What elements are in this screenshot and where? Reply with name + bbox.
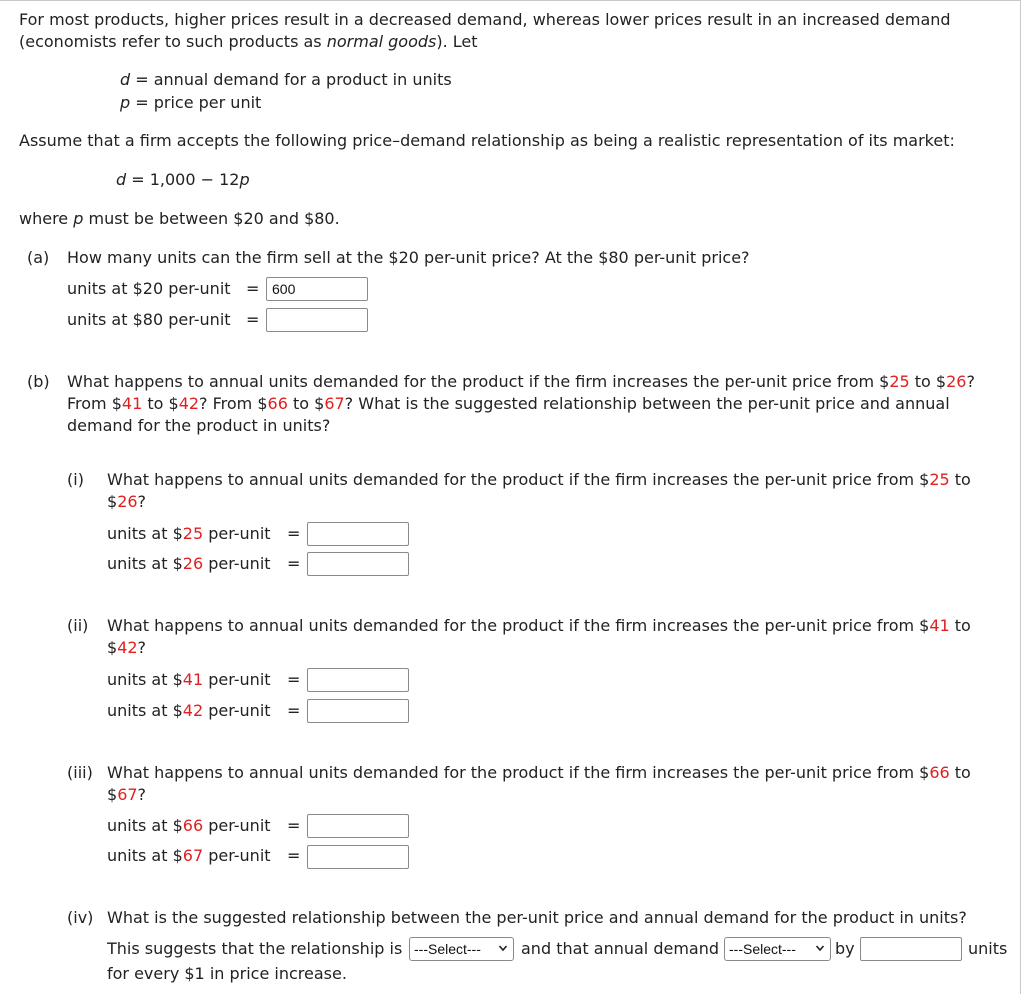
sub-iii-question-line-2: $67? bbox=[107, 785, 147, 804]
units-at-41-input[interactable] bbox=[307, 668, 409, 692]
units-at-66-input[interactable] bbox=[307, 814, 409, 838]
sub-i-question-line-1: What happens to annual units demanded for the product if the firm increases the per-unit price from $25 to bbox=[107, 470, 971, 489]
demand-change-select[interactable] bbox=[724, 937, 831, 961]
sub-i-question-line-2: $26? bbox=[107, 492, 147, 511]
part-a-question: How many units can the firm sell at the $20 per-unit price? At the $80 per-unit price? bbox=[67, 248, 750, 267]
units-at-25-input[interactable] bbox=[307, 522, 409, 546]
sub-iv-label: (iv) bbox=[67, 908, 94, 927]
definition-d: d = annual demand for a product in units bbox=[120, 70, 452, 89]
sub-ii-question-line-2: $42? bbox=[107, 638, 147, 657]
units-at-80-input[interactable] bbox=[266, 308, 368, 332]
sub-ii-question-line-1: What happens to annual units demanded for the product if the firm increases the per-unit price from $41 to bbox=[107, 616, 971, 635]
sub-iv-line-2: for every $1 in price increase. bbox=[107, 964, 347, 983]
equals-sign: = bbox=[287, 554, 301, 573]
part-a-row2-label: units at $80 per-unit bbox=[67, 310, 231, 329]
part-b-label: (b) bbox=[27, 372, 50, 391]
intro-line-1: For most products, higher prices result in a decreased demand, whereas lower prices result in an increased demand bbox=[19, 10, 951, 29]
demand-equation: d = 1,000 − 12p bbox=[116, 170, 250, 189]
sub-iv-text-d: units bbox=[968, 939, 1008, 958]
demand-change-select-value: ---Select--- bbox=[729, 941, 796, 957]
sub-iii-question-line-1: What happens to annual units demanded for the product if the firm increases the per-unit price from $66 to bbox=[107, 763, 971, 782]
intro-line-2: (economists refer to such products as normal goods). Let bbox=[19, 32, 478, 51]
relationship-select[interactable] bbox=[409, 937, 514, 961]
sub-ii-label: (ii) bbox=[67, 616, 89, 635]
equals-sign: = bbox=[287, 670, 301, 689]
sub-iv-text-b: and that annual demand bbox=[521, 939, 720, 958]
chevron-down-icon bbox=[815, 943, 825, 953]
part-a-label: (a) bbox=[27, 248, 50, 267]
sub-iii-row1-label: units at $66 per-unit bbox=[107, 816, 271, 835]
sub-iii-label: (iii) bbox=[67, 763, 93, 782]
units-change-input[interactable] bbox=[860, 937, 962, 961]
sub-i-row1-label: units at $25 per-unit bbox=[107, 524, 271, 543]
equals-sign: = bbox=[246, 310, 260, 329]
price-range-text: where p must be between $20 and $80. bbox=[19, 209, 340, 228]
part-b-line-2: From $41 to $42? From $66 to $67? What is the suggested relationship between the per-unit price and annual bbox=[67, 394, 950, 413]
relationship-select-value: ---Select--- bbox=[414, 941, 481, 957]
equals-sign: = bbox=[287, 524, 301, 543]
assumption-text: Assume that a firm accepts the following price–demand relationship as being a realistic representation of its market: bbox=[19, 131, 955, 150]
sub-ii-row1-label: units at $41 per-unit bbox=[107, 670, 271, 689]
units-at-26-input[interactable] bbox=[307, 552, 409, 576]
equals-sign: = bbox=[246, 279, 260, 298]
part-b-line-3: demand for the product in units? bbox=[67, 416, 331, 435]
sub-i-row2-label: units at $26 per-unit bbox=[107, 554, 271, 573]
normal-goods-term: normal goods bbox=[326, 32, 437, 51]
chevron-down-icon bbox=[498, 943, 508, 953]
sub-ii-row2-label: units at $42 per-unit bbox=[107, 701, 271, 720]
definition-p: p = price per unit bbox=[120, 93, 262, 112]
sub-iv-text-c: by bbox=[835, 939, 855, 958]
equals-sign: = bbox=[287, 816, 301, 835]
sub-iv-text-a: This suggests that the relationship is bbox=[107, 939, 403, 958]
sub-iv-question: What is the suggested relationship between the per-unit price and annual demand for the product in units? bbox=[107, 908, 967, 927]
units-at-20-input[interactable]: 600 bbox=[266, 277, 368, 301]
units-at-67-input[interactable] bbox=[307, 845, 409, 869]
equals-sign: = bbox=[287, 846, 301, 865]
sub-i-label: (i) bbox=[67, 470, 84, 489]
part-a-row1-label: units at $20 per-unit bbox=[67, 279, 231, 298]
equals-sign: = bbox=[287, 701, 301, 720]
sub-iii-row2-label: units at $67 per-unit bbox=[107, 846, 271, 865]
part-b-line-1: What happens to annual units demanded for the product if the firm increases the per-unit price from $25 to $26? bbox=[67, 372, 975, 391]
units-at-42-input[interactable] bbox=[307, 699, 409, 723]
